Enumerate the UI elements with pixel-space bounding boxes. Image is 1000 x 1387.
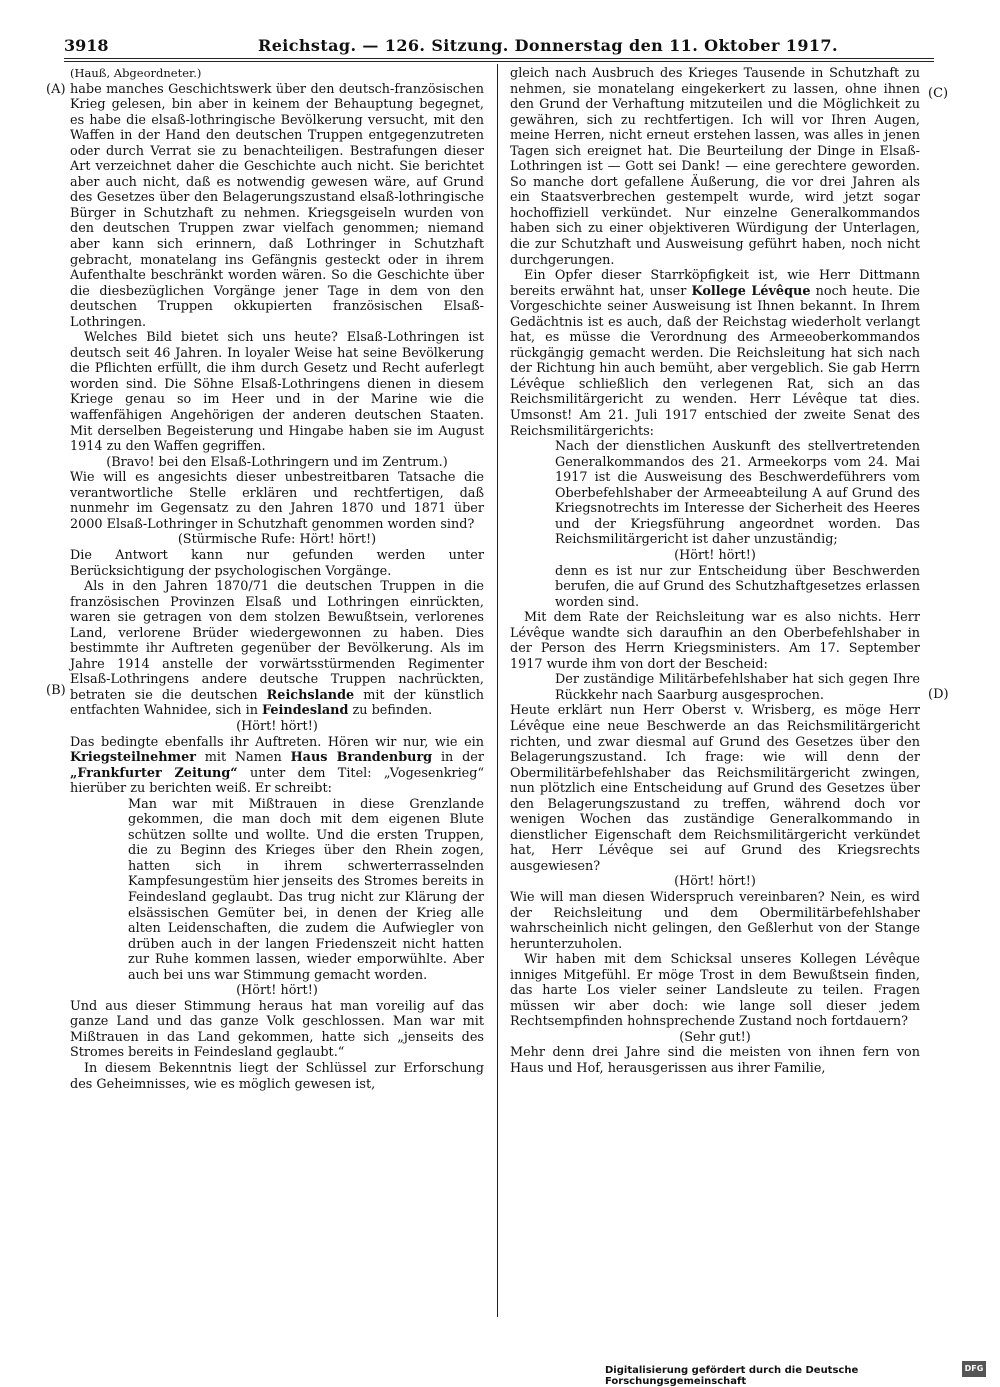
- paragraph: Mit dem Rate der Reichsleitung war es also nichts. Herr Lévêque wandte sich daraufhin an den Oberbefehlshaber in der Person des Herrn Kriegsministers. Am 17. September 1917 wurde ihm von dort der Bescheid:: [510, 610, 920, 672]
- margin-mark-b: (B): [46, 683, 66, 698]
- header-rule: [64, 58, 934, 59]
- digitization-credit: Digitalisierung gefördert durch die Deutsche Forschungsgemeinschaft: [605, 1365, 859, 1387]
- paragraph: Wir haben mit dem Schicksal unseres Kollegen Lévêque inniges Mitgefühl. Er möge Trost in dem Bewußtsein finden, das harte Los vieler seiner Landsleute zu teilen. Fragen müssen wir aber doch: wie lange soll dieser jedem Rechtsempfinden hohnsprechende Zustand noch fortdauern?: [510, 952, 920, 1030]
- paragraph: habe manches Geschichtswerk über den deutsch-französischen Krieg gelesen, bin aber in keinem der Behauptung begegnet, es habe die elsaß-lothringische Bevölkerung versucht, mit den Waffen in der Hand den deutschen Truppen entgegenzutreten oder durch Verrat sie zu benachteiligen. Bestrafungen dieser Art verzeichnet daher die Geschichte auch nicht. Sie berichtet aber auch nicht, daß es notwendig gewesen wäre, auf Grund des Gesetzes über den Belagerungszustand elsaß-lothringische Bürger in Schutzhaft zu nehmen. Kriegsgeiseln wurden von den deutschen Truppen zwar vielfach genommen; niemand aber kann sich erinnern, daß Lothringer in Schutzhaft gebracht, monatelang ins Gefängnis gesteckt oder in ihrem Aufenthalte beschränkt worden wären. So die Geschichte über die diesbezüglichen Vorgänge jener Tage in dem von den deutschen Truppen okkupierten französischen Elsaß-Lothringen.: [70, 81, 484, 330]
- margin-mark-a: (A): [46, 82, 66, 97]
- paragraph: Heute erklärt nun Herr Oberst v. Wrisberg, es möge Herr Lévêque eine neue Beschwerde an das Reichsmilitärgericht richten, und zwar diesmal auf Grund des Gesetzes über den Belagerungszustand. Ich frage: wie will denn der Obermilitärbefehlshaber das Reichsmilitärgericht zwingen, nun plötzlich eine Entscheidung auf Grund des Gesetzes über den Belagerungszustand zu treffen, während doch vor wenigen Wochen das zuständige Generalkommando in dienstlicher Eigenschaft dem Reichsmilitärgericht verkündet hat, Herr Lévêque sei auf Grund des Kriegsrechts ausgewiesen?: [510, 703, 920, 874]
- page-number: 3918: [64, 36, 109, 55]
- paragraph: Als in den Jahren 1870/71 die deutschen Truppen in die französischen Provinzen Elsaß und Lothringen einrückten, waren sie getragen von dem stolzen Bewußtsein, verlorenes Land, verlorene Brüder wiedergewonnen zu haben. Dies bestimmte ihr Auftreten gegenüber der Bevölkerung. Als im Jahre 1914 anstelle der vorwärtsstürmenden Regimenter Elsaß-Lothringens andere deutsche Truppen nachrückten, betraten sie die deutschen Reichslande mit der künstlich entfachten Wahnidee, sich in Feindesland zu befinden.: [70, 579, 484, 719]
- interjection: (Hört! hört!): [236, 983, 318, 999]
- block-quote: Nach der dienstlichen Auskunft des stellvertretenden Generalkommandos des 21. Armeekorps vom 24. Mai 1917 ist die Ausweisung des Beschwerdeführers vom Oberbefehlshaber der Armeeabteilung A auf Grund des Kriegsnotrechts im Interesse der Sicherheit des Heeres und der Kriegsführung angeordnet worden. Das Reichsmilitärgericht ist daher unzuständig;: [555, 439, 920, 548]
- left-column: [70, 66, 484, 1092]
- paragraph: Und aus dieser Stimmung heraus hat man voreilig auf das ganze Land und das ganze Volk geschlossen. Man war mit Mißtrauen in das Land gekommen, hatte sich „jenseits des Stromes bereits in Feindesland geglaubt.“: [70, 998, 484, 1061]
- paragraph: Mehr denn drei Jahre sind die meisten von ihnen fern von Haus und Hof, herausgerissen aus ihrer Familie,: [510, 1045, 920, 1076]
- margin-mark-c: (C): [928, 86, 949, 101]
- block-quote: Der zuständige Militärbefehlshaber hat sich gegen Ihre Rückkehr nach Saarburg ausgesprochen.: [555, 672, 920, 703]
- dfg-logo: DFG: [962, 1361, 986, 1377]
- interjection: (Hört! hört!): [236, 718, 318, 734]
- emphasis: Reichslande: [266, 687, 355, 703]
- speaker-label: (Hauß, Abgeordneter.): [70, 66, 202, 80]
- margin-mark-d: (D): [928, 687, 949, 702]
- paragraph: Wie will man diesen Widerspruch vereinbaren? Nein, es wird der Reichsleitung und dem Obermilitärbefehlshaber wahrscheinlich nicht gelingen, den Geßlerhut von der Stange herunterzuholen.: [510, 889, 920, 952]
- header-rule-double: [64, 61, 934, 62]
- interjection: (Hört! hört!): [674, 547, 756, 563]
- interjection: (Stürmische Rufe: Hört! hört!): [177, 532, 377, 548]
- interjection: (Bravo! bei den Elsaß-Lothringern und im Zentrum.): [106, 454, 448, 470]
- running-header: [64, 36, 934, 58]
- block-quote: Man war mit Mißtrauen in diese Grenzlande gekommen, die man doch mit dem eigenen Blute schützen sollte und wollte. Und die ersten Truppen, die zu Beginn des Krieges über den Rhein zogen, hatten sich in ihrem schwerterrasselnden Kampfesungestüm hier jenseits des Stromes bereits in Feindesland geglaubt. Das trug nicht zur Klärung der elsässischen Gemüter bei, in denen der Krieg alle alten Leidenschaften, die zudem die Aufwiegler von drüben auch in der langen Friedenszeit nicht hatten zur Ruhe kommen lassen, wieder emporwühlte. Aber auch bei uns war Stimmung gemacht worden.: [128, 796, 484, 983]
- paragraph: Welches Bild bietet sich uns heute? Elsaß-Lothringen ist deutsch seit 46 Jahren. In loyaler Weise hat seine Bevölkerung die Pflichten erfüllt, die ihm durch Gesetz und Recht auferlegt worden sind. Die Söhne Elsaß-Lothringens dienen in diesem Kriege genau so im Heer und in der Marine wie die waffenfähigen Angehörigen der anderen deutschen Staaten. Mit derselben Begeisterung und Hingabe haben sie im August 1914 zu den Waffen gegriffen.: [70, 330, 484, 455]
- paragraph: Wie will es angesichts dieser unbestreitbaren Tatsache die verantwortliche Stelle erklären und rechtfertigen, daß nunmehr im Gegensatz zu den Jahren 1870 und 1871 über 2000 Elsaß-Lothringer in Schutzhaft genommen worden sind?: [70, 470, 484, 532]
- emphasis: Kriegsteilnehmer: [70, 750, 196, 766]
- emphasis: Feindesland: [262, 703, 349, 719]
- interjection: (Sehr gut!): [679, 1029, 751, 1045]
- interjection: (Hört! hört!): [674, 874, 756, 890]
- paragraph: In diesem Bekenntnis liegt der Schlüssel zur Erforschung des Geheimnisses, wie es möglich gewesen ist,: [70, 1061, 484, 1092]
- paragraph: Das bedingte ebenfalls ihr Auftreten. Hören wir nur, wie ein Kriegsteilnehmer mit Namen Haus Brandenburg in der „Frankfurter Zeitung“ unter dem Titel: „Vogesenkrieg“ hierüber zu berichten weiß. Er schreibt:: [70, 734, 484, 797]
- paragraph: gleich nach Ausbruch des Krieges Tausende in Schutzhaft zu nehmen, sie monatelang eingekerkert zu lassen, ohne ihnen den Grund der Verhaftung mitzuteilen und die Möglichkeit zu gewähren, sich zu rechtfertigen. Ich will vor Ihren Augen, meine Herren, nicht erneut erstehen lassen, was alles in jenen Tagen sich ereignet hat. Die Beurteilung der Dinge in Elsaß-Lothringen ist — Gott sei Dank! — eine gerechtere geworden. So manche dort gefallene Äußerung, die vor drei Jahren als ein Staatsverbrechen gestempelt wurde, wird jetzt sogar hochoffiziell verkündet. Nur einzelne Generalkommandos haben sich zu einer objektiveren Würdigung der Unterlagen, die zur Schutzhaft und Ausweisung geführt haben, noch nicht durchgerungen.: [510, 66, 920, 268]
- column-divider: [497, 64, 498, 1317]
- emphasis: Haus Brandenburg: [290, 750, 433, 766]
- running-title: Reichstag. — 126. Sitzung. Donnerstag den 11. Oktober 1917.: [258, 36, 838, 55]
- paragraph: Die Antwort kann nur gefunden werden unter Berücksichtigung der psychologischen Vorgänge.: [70, 547, 484, 579]
- emphasis: Kollege Lévêque: [691, 283, 811, 299]
- paragraph: Ein Opfer dieser Starrköpfigkeit ist, wie Herr Dittmann bereits erwähnt hat, unser Kollege Lévêque noch heute. Die Vorgeschichte seiner Ausweisung ist Ihnen bekannt. In Ihrem Gedächtnis ist es auch, daß der Reichstag wiederholt verlangt hat, es müsse die Verordnung des Armeeoberkommandos rückgängig gemacht werden. Die Reichsleitung hat sich nach der Richtung hin auch bemüht, aber vergeblich. Sie gab Herrn Lévêque schließlich den verlegenen Rat, sich an das Reichsmilitärgericht zu wenden. Herr Lévêque tat dies. Umsonst! Am 21. Juli 1917 entschied der zweite Senat des Reichsmilitärgerichts:: [510, 268, 921, 439]
- right-column: [510, 66, 920, 1077]
- block-quote: denn es ist nur zur Entscheidung über Beschwerden berufen, die auf Grund des Schutzhaftgesetzes erlassen worden sind.: [555, 563, 920, 610]
- emphasis: „Frankfurter Zeitung“: [70, 765, 238, 781]
